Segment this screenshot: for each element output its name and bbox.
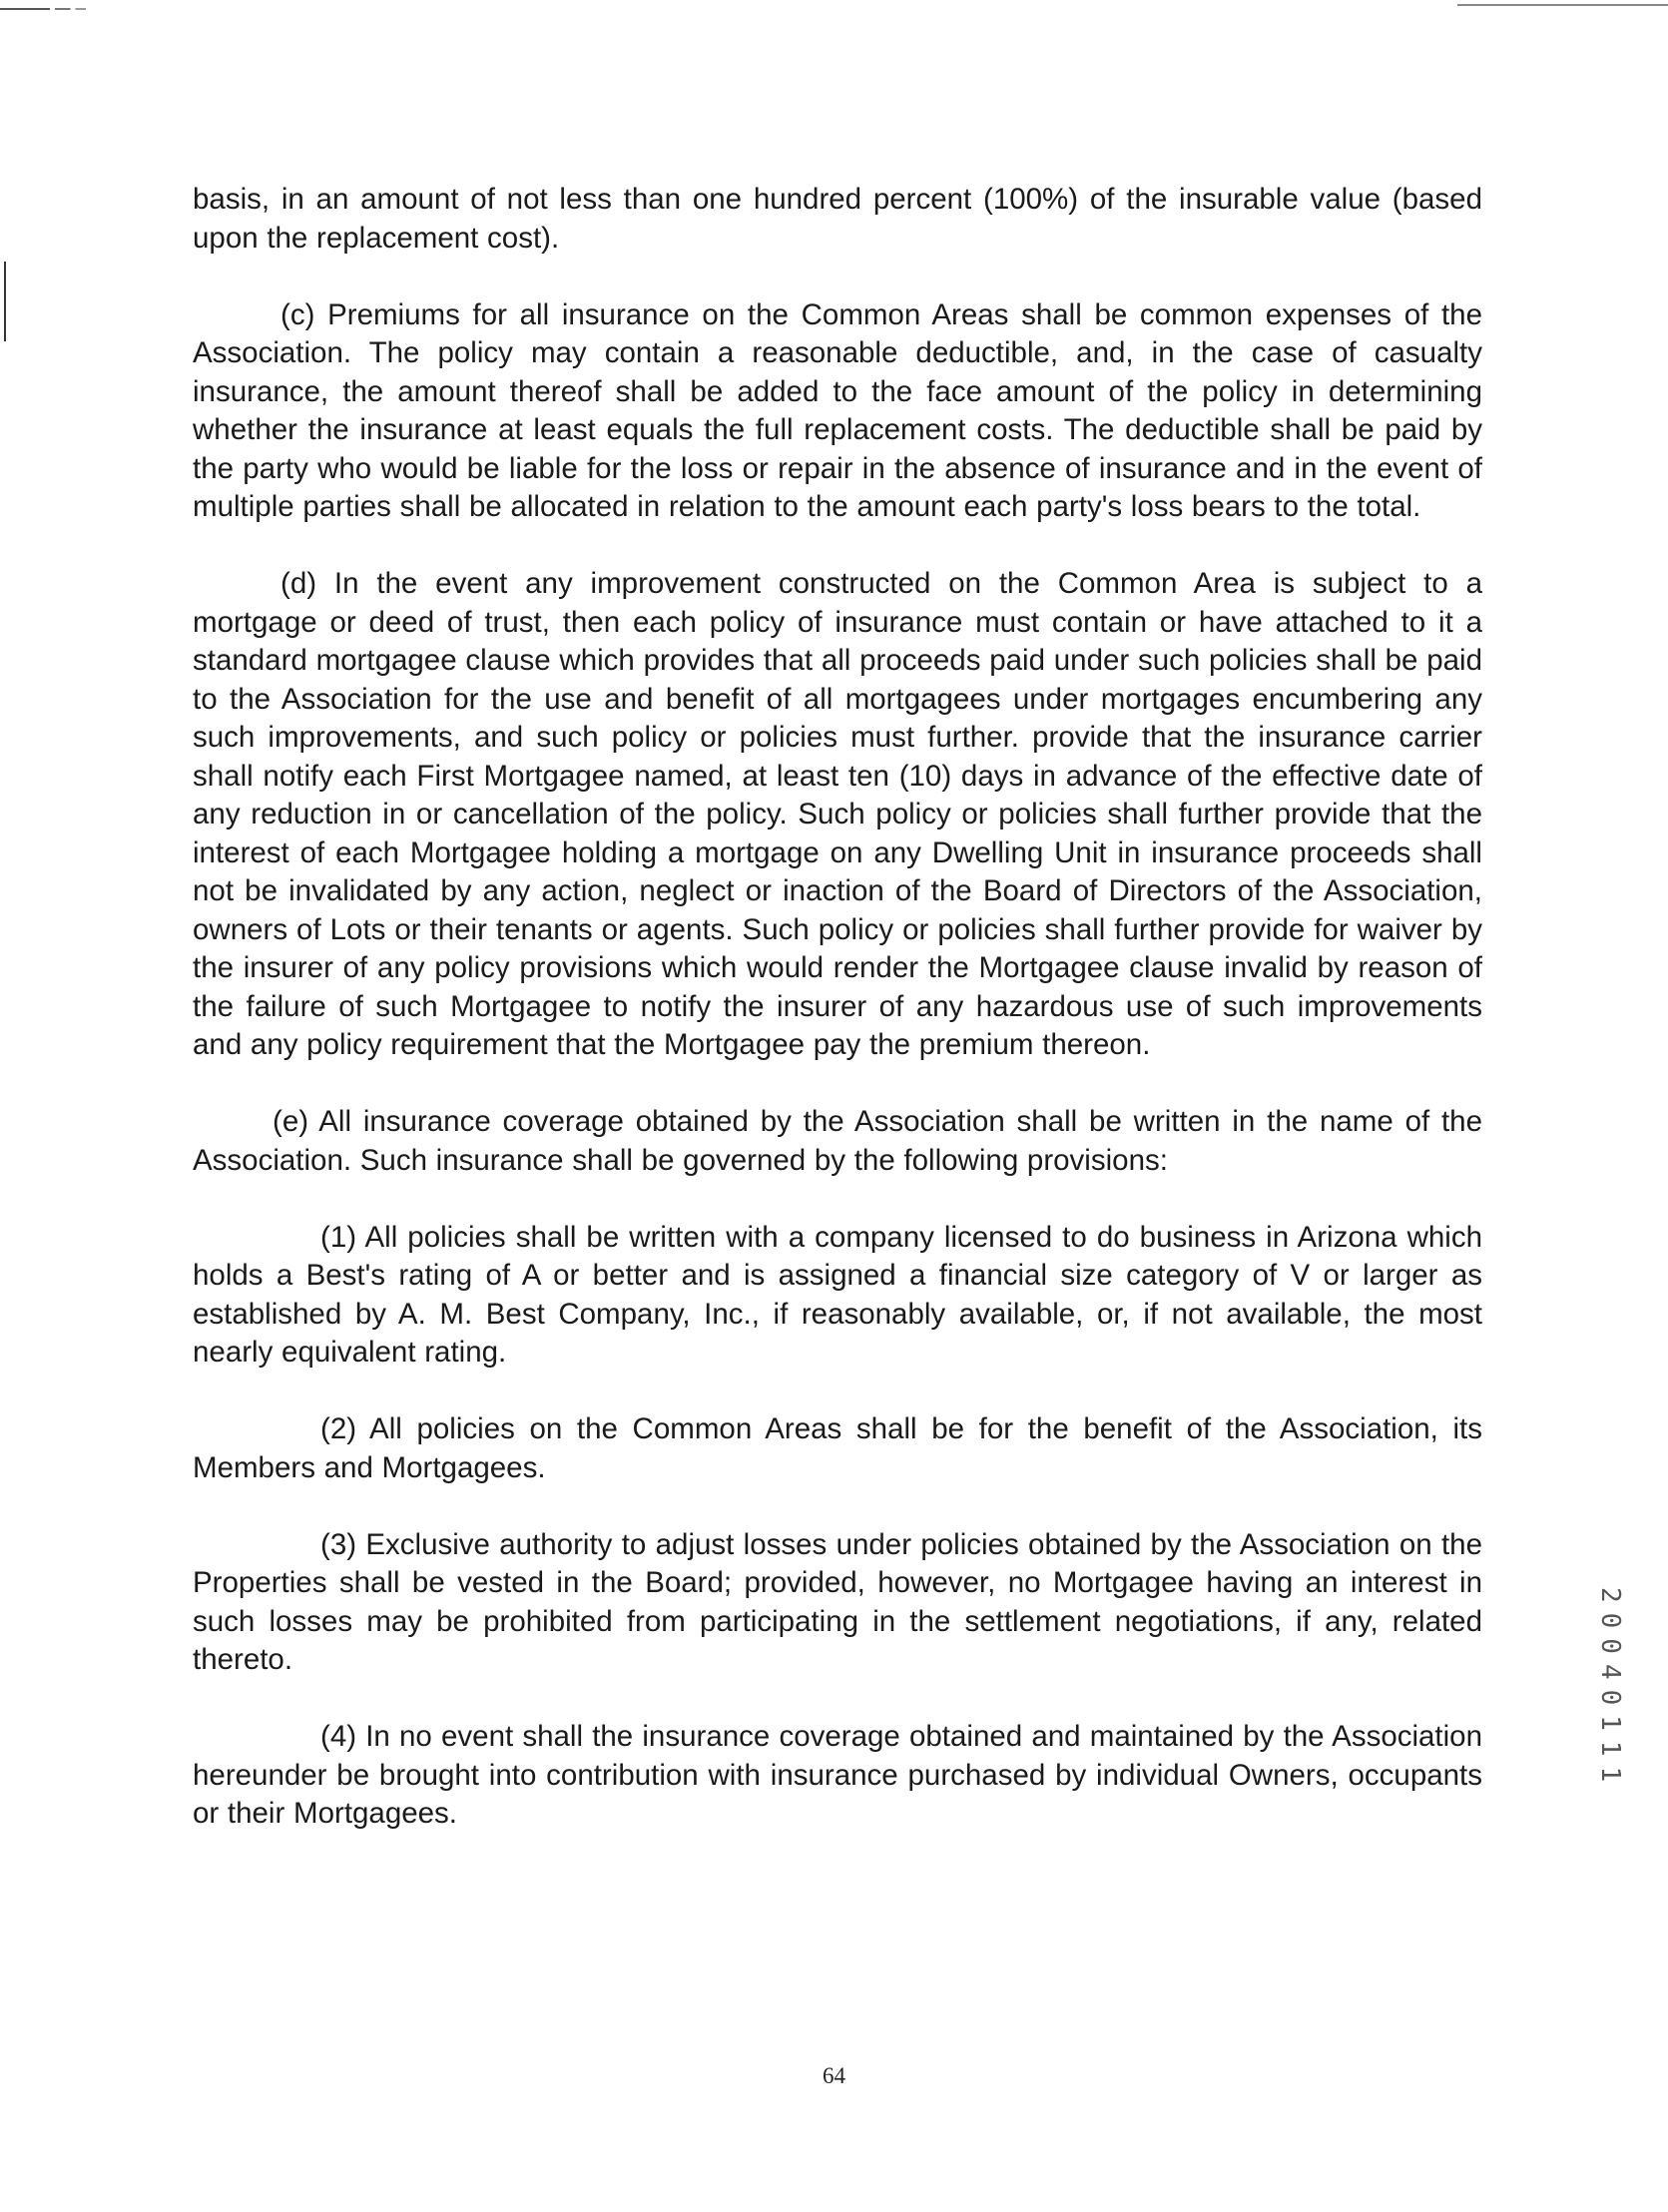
page-number: 64 (823, 2063, 845, 2088)
scan-mark-top-right (1457, 4, 1668, 6)
subparagraph-4: (4) In no event shall the insurance coverage obtained and maintained by the Association hereunder be brought into contribution with insurance purchased by individual Owners, occupants or their Mortgagees. (193, 1720, 1482, 1830)
recording-stamp (1595, 1587, 1631, 1956)
subparagraph-1: (1) All policies shall be written with a company licensed to do business in Arizona which holds a Best's rating of A or better and is assigned a financial size category of V or larger as established by A. M. Best Company, Inc., if reasonably available, or, if not available, the most nearly equivalent rating. (193, 1220, 1482, 1369)
scan-mark-top-left (0, 8, 86, 10)
subparagraph-2: (2) All policies on the Common Areas shall be for the benefit of the Association, its Members and Mortgagees. (193, 1412, 1482, 1484)
paragraph-continuation: basis, in an amount of not less than one hundred percent (100%) of the insurable value (based upon the replacement cost). (193, 183, 1482, 255)
paragraph-e: (e) All insurance coverage obtained by the Association shall be written in the name of the Association. Such insurance shall be governed by the following provisions: (193, 1105, 1482, 1177)
scan-margin-bar (4, 262, 6, 341)
document-body (193, 181, 1482, 1872)
paragraph-d: (d) In the event any improvement constructed on the Common Area is subject to a mortgage or deed of trust, then each policy of insurance must contain or have attached to it a standard mortgagee clause which provides that all proceeds paid under such policies shall be paid to the Association for the use and benefit of all mortgagees under mortgages encumbering any such improvements, and such policy or policies must further. provide that the insurance carrier shall notify each First Mortgagee named, at least ten (10) days in advance of the effective date of any reduction in or cancellation of the policy. Such policy or policies shall further provide that the interest of each Mortgagee holding a mortgage on any Dwelling Unit in insurance proceeds shall not be invalidated by any action, neglect or inaction of the Board of Directors of the Association, owners of Lots or their tenants or agents. Such policy or policies shall further provide for waiver by the insurer of any policy provisions which would render the Mortgagee clause invalid by reason of the failure of such Mortgagee to notify the insurer of any hazardous use of such improvements and any policy requirement that the Mortgagee pay the premium thereon. (193, 567, 1482, 1061)
subparagraph-3: (3) Exclusive authority to adjust losses under policies obtained by the Association on the Properties shall be vested in the Board; provided, however, no Mortgagee having an interest in such losses may be prohibited from participating in the settlement negotiations, if any, related thereto. (193, 1527, 1482, 1676)
paragraph-c: (c) Premiums for all insurance on the Common Areas shall be common expenses of the Association. The policy may contain a reasonable deductible, and, in the case of casualty insurance, the amount thereof shall be added to the face amount of the policy in determining whether the insurance at least equals the full replacement costs. The deductible shall be paid by the party who would be liable for the loss or repair in the absence of insurance and in the event of multiple parties shall be allocated in relation to the amount each party's loss bears to the total. (193, 297, 1482, 523)
recording-stamp-number: 20040111 (1595, 1587, 1625, 1793)
